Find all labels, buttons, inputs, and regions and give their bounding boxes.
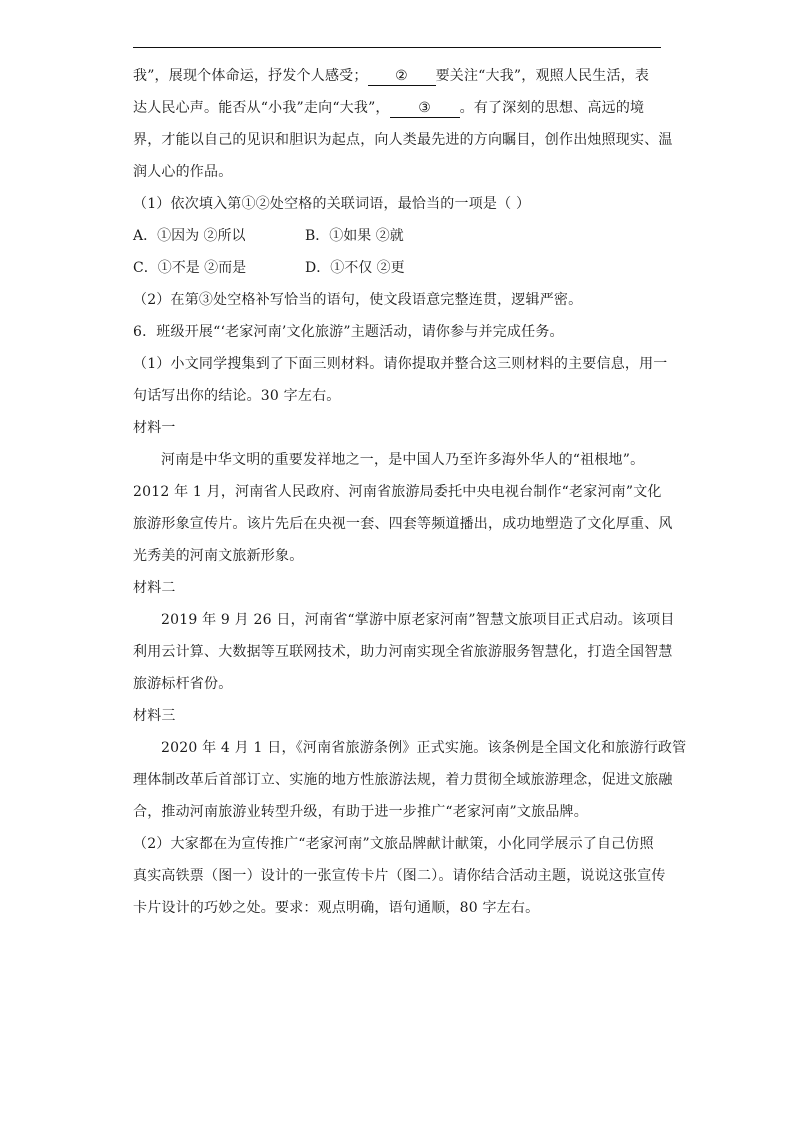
question-2-stem: （2）在第③处空格补写恰当的语句，使文段语意完整连贯，逻辑严密。 [133,292,583,308]
header-rule [133,47,661,48]
passage-text: 。有了深刻的思想、高远的境 [459,100,645,116]
passage-line: 界，才能以自己的见识和胆识为起点，向人类最先进的方向瞩目，创作出烛照现实、温 [133,132,673,148]
blank-3: ③ [390,99,460,118]
passage-text: 要关注“大我”，观照人民生活，表 [435,68,650,84]
material-1-text: 光秀美的河南文旅新形象。 [133,548,304,564]
material-1-text: 河南是中华文明的重要发祥地之一，是中国人乃至许多海外华人的“祖根地”。 [161,452,645,468]
passage-text: 我”，展现个体命运，抒发个人感受； [133,68,368,84]
question-6-sub1: 句话写出你的结论。30 字左右。 [133,388,341,404]
question-6-sub2: 真实高铁票（图一）设计的一张宣传卡片（图二）。请你结合活动主题，说说这张宣传 [133,868,666,884]
material-3-label: 材料三 [133,708,176,724]
blank-2: ② [368,67,436,86]
passage-line: 润人心的作品。 [133,164,233,180]
material-3-text: 2020 年 4 月 1 日，《河南省旅游条例》正式实施。该条例是全国文化和旅游行政管 [161,740,687,756]
material-3-text: 理体制改革后首部订立、实施的地方性旅游法规，着力贯彻全域旅游理念，促进文旅融 [133,772,673,788]
material-2-label: 材料二 [133,580,176,596]
material-1-text: 旅游形象宣传片。该片先后在央视一套、四套等频道播出，成功地塑造了文化厚重、风 [133,516,673,532]
option-d: D．①不仅 ②更 [305,260,405,276]
option-b: B．①如果 ②就 [305,228,404,244]
question-6-sub2: （2）大家都在为宣传推广“老家河南”文旅品牌献计献策，小化同学展示了自己仿照 [133,836,654,852]
passage-line [133,98,644,118]
material-1-text: 2012 年 1 月，河南省人民政府、河南省旅游局委托中央电视台制作“老家河南”文化 [133,484,662,500]
question-6-sub1: （1）小文同学搜集到了下面三则材料。请你提取并整合这三则材料的主要信息，用一 [133,356,668,372]
material-2-text: 利用云计算、大数据等互联网技术，助力河南实现全省旅游服务智慧化，打造全国智慧 [133,644,673,660]
material-3-text: 合，推动河南旅游业转型升级，有助于进一步推广“老家河南”文旅品牌。 [133,804,588,820]
passage-line [133,66,649,86]
option-c: C．①不是 ②而是 [133,260,247,276]
question-6-sub2: 卡片设计的巧妙之处。要求：观点明确，语句通顺，80 字左右。 [133,900,540,916]
material-2-text: 2019 年 9 月 26 日，河南省“掌游中原老家河南”智慧文旅项目正式启动。该项目 [161,612,675,628]
material-2-text: 旅游标杆省份。 [133,676,233,692]
question-6-title: 6．班级开展“‘老家河南’文化旅游”主题活动，请你参与并完成任务。 [133,324,564,340]
option-a: A．①因为 ②所以 [133,228,246,244]
passage-text: 达人民心声。能否从“小我”走向“大我”， [133,100,390,116]
material-1-label: 材料一 [133,420,176,436]
question-1-stem: （1）依次填入第①②处空格的关联词语，最恰当的一项是（ ） [133,196,531,212]
